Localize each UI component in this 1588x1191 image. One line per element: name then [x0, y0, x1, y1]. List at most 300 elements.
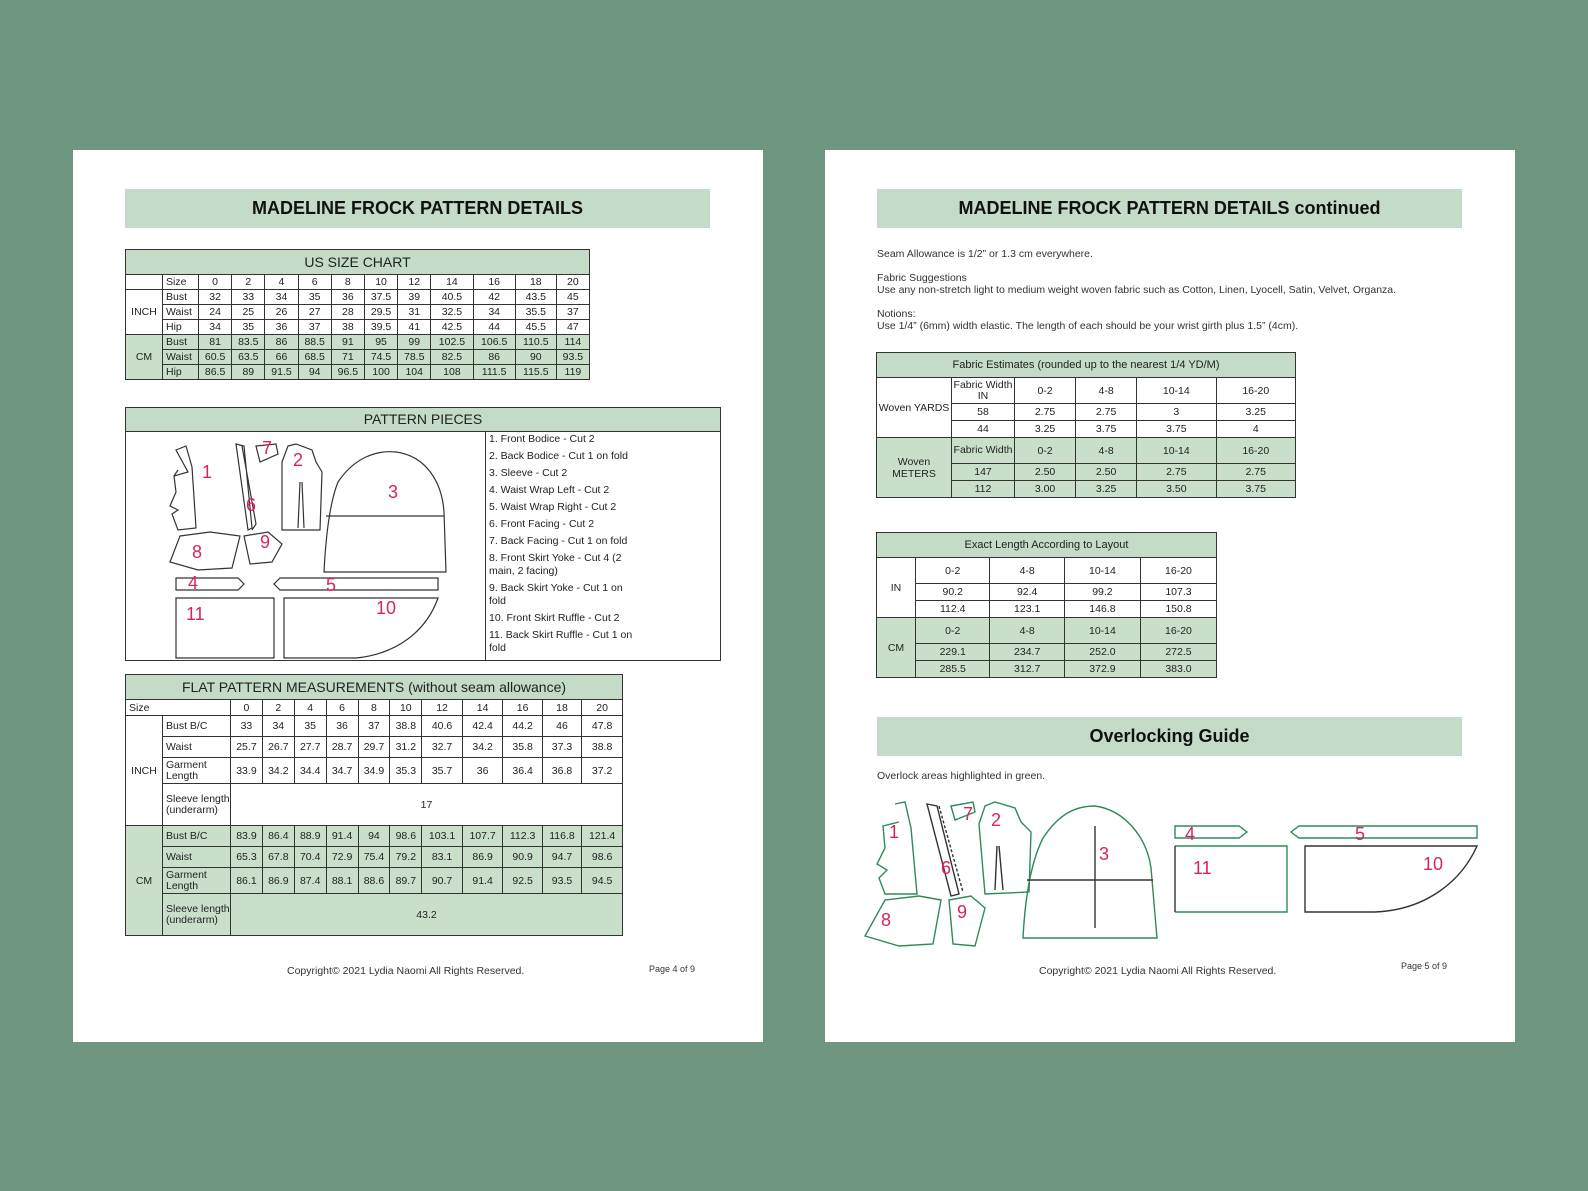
table-cell: 86.1 — [231, 868, 263, 894]
table-cell: 2.75 — [1137, 464, 1216, 481]
table-cell: 34.9 — [358, 758, 390, 784]
table-cell: 36 — [265, 320, 298, 335]
table-cell: 94.5 — [582, 868, 623, 894]
overlock-number: 7 — [963, 804, 974, 824]
ol-wrap-right — [1291, 826, 1477, 838]
table-cell: 27 — [298, 305, 331, 320]
size-header: 18 — [542, 700, 581, 716]
table-cell: 88.5 — [298, 335, 331, 350]
size-header: 8 — [331, 275, 364, 290]
table-cell: 79.2 — [390, 847, 422, 868]
table-cell: 35 — [232, 320, 265, 335]
table-cell: 285.5 — [916, 661, 990, 678]
table-cell: 42.4 — [462, 716, 503, 737]
table-cell: 67.8 — [262, 847, 294, 868]
size-header: 6 — [298, 275, 331, 290]
piece-front-yoke — [170, 532, 240, 570]
size-header: 4-8 — [990, 618, 1064, 644]
fabric-width: 44 — [952, 421, 1015, 438]
table-cell: 28.7 — [326, 737, 358, 758]
table-cell: 87.4 — [294, 868, 326, 894]
table-cell: 37 — [358, 716, 390, 737]
table-cell: 92.4 — [990, 584, 1064, 601]
table-cell: 99 — [398, 335, 431, 350]
table-cell: 75.4 — [358, 847, 390, 868]
pattern-piece-item: 8. Front Skirt Yoke - Cut 4 (2 main, 2 facing) — [489, 552, 622, 577]
table-cell: 68.5 — [298, 350, 331, 365]
piece-waist-wrap-left — [176, 578, 244, 590]
pattern-piece-item: 9. Back Skirt Yoke - Cut 1 on fold — [489, 582, 623, 607]
table-cell: 90.9 — [503, 847, 542, 868]
table-cell: 46 — [542, 716, 581, 737]
unit-label: CM — [126, 826, 163, 936]
table-cell: 3.75 — [1216, 481, 1296, 498]
pattern-piece-item: 3. Sleeve - Cut 2 — [489, 467, 568, 479]
size-header: 2 — [262, 700, 294, 716]
overlock-number: 5 — [1355, 824, 1366, 844]
table-cell: 112.4 — [916, 601, 990, 618]
table-cell: 33 — [232, 290, 265, 305]
size-header: 4-8 — [1076, 438, 1137, 464]
table-cell: 71 — [331, 350, 364, 365]
table-cell: 150.8 — [1140, 601, 1216, 618]
piece-number: 7 — [262, 438, 273, 458]
size-header: 0 — [231, 700, 263, 716]
table-cell: 86.5 — [199, 365, 232, 380]
table-cell: 28 — [331, 305, 364, 320]
table-cell: 36.4 — [503, 758, 542, 784]
table-cell: 83.1 — [422, 847, 463, 868]
notions-heading: Notions: — [877, 308, 916, 320]
table-cell: 34.4 — [294, 758, 326, 784]
table-cell: 25.7 — [231, 737, 263, 758]
page-title: MADELINE FROCK PATTERN DETAILS continued — [877, 189, 1462, 228]
pattern-piece-item: 11. Back Skirt Ruffle - Cut 1 on fold — [489, 629, 633, 654]
table-cell: 26.7 — [262, 737, 294, 758]
table-cell: 116.8 — [542, 826, 581, 847]
table-cell: 32 — [199, 290, 232, 305]
table-cell: 234.7 — [990, 644, 1064, 661]
table-cell: 86 — [265, 335, 298, 350]
size-header: 16 — [473, 275, 515, 290]
row-label: Sleeve length (underarm) — [163, 894, 231, 936]
table-cell: 91.5 — [265, 365, 298, 380]
table-cell: 35.8 — [503, 737, 542, 758]
size-header: 10-14 — [1064, 618, 1140, 644]
table-cell: 44 — [473, 320, 515, 335]
table-cell: 33.9 — [231, 758, 263, 784]
table-cell: 60.5 — [199, 350, 232, 365]
table-cell: 98.6 — [390, 826, 422, 847]
table-cell: 2.75 — [1076, 404, 1137, 421]
size-header: 12 — [422, 700, 463, 716]
table-cell: 112.3 — [503, 826, 542, 847]
table-cell: 37.2 — [582, 758, 623, 784]
fabric-width: 112 — [952, 481, 1015, 498]
size-header: 8 — [358, 700, 390, 716]
table-cell: 98.6 — [582, 847, 623, 868]
flat-pattern-measurements — [125, 674, 623, 936]
table-cell: 63.5 — [232, 350, 265, 365]
table-cell: 36.8 — [542, 758, 581, 784]
table-cell: 94.7 — [542, 847, 581, 868]
width-label: Fabric Width IN — [952, 378, 1015, 404]
table-cell: 26 — [265, 305, 298, 320]
pattern-piece-item: 6. Front Facing - Cut 2 — [489, 518, 595, 530]
table-cell: 102.5 — [431, 335, 473, 350]
table-cell: 3.25 — [1015, 421, 1076, 438]
table-cell: 95 — [364, 335, 397, 350]
piece-number: 9 — [260, 532, 271, 552]
table-cell: 32.5 — [431, 305, 473, 320]
unit-label: INCH — [126, 716, 163, 826]
table-cell: 2.50 — [1076, 464, 1137, 481]
row-label: Bust B/C — [163, 826, 231, 847]
table-cell: 43.5 — [515, 290, 556, 305]
table-cell: 91.4 — [462, 868, 503, 894]
table-cell: 90 — [515, 350, 556, 365]
table-cell: 29.7 — [358, 737, 390, 758]
table-cell: 110.5 — [515, 335, 556, 350]
row-label: Waist — [163, 305, 199, 320]
table-cell: 47 — [556, 320, 589, 335]
row-label: Bust — [163, 335, 199, 350]
pattern-piece-item: 7. Back Facing - Cut 1 on fold — [489, 535, 628, 547]
size-header: 2 — [232, 275, 265, 290]
size-header: 0-2 — [1015, 438, 1076, 464]
overlocking-title: Overlocking Guide — [877, 717, 1462, 756]
unit-label: IN — [877, 558, 916, 618]
pattern-pieces-title: PATTERN PIECES — [126, 408, 720, 432]
table-cell: 3.00 — [1015, 481, 1076, 498]
table-cell: 2.75 — [1015, 404, 1076, 421]
table-cell: 45 — [556, 290, 589, 305]
size-header: 0-2 — [916, 618, 990, 644]
page-5 — [825, 150, 1515, 1042]
table-cell: 24 — [199, 305, 232, 320]
table-cell: 99.2 — [1064, 584, 1140, 601]
row-label: Garment Length — [163, 868, 231, 894]
table-cell: 83.5 — [232, 335, 265, 350]
table-cell: 86.9 — [462, 847, 503, 868]
table-cell: 383.0 — [1140, 661, 1216, 678]
table-cell: 90.7 — [422, 868, 463, 894]
size-header: 14 — [462, 700, 503, 716]
fabric-width: 147 — [952, 464, 1015, 481]
table-cell: 35 — [298, 290, 331, 305]
piece-number: 6 — [246, 495, 257, 515]
page-number: Page 5 of 9 — [1401, 961, 1448, 971]
size-header: 20 — [556, 275, 589, 290]
piece-number: 1 — [202, 462, 213, 482]
ol-sleeve — [1023, 806, 1157, 938]
table-cell: 70.4 — [294, 847, 326, 868]
piece-number: 3 — [388, 482, 399, 502]
size-header: 0 — [199, 275, 232, 290]
table-cell — [126, 275, 163, 290]
table-cell: 114 — [556, 335, 589, 350]
piece-sleeve — [324, 452, 446, 572]
piece-front-bodice — [170, 446, 196, 530]
table-cell: 34 — [265, 290, 298, 305]
size-header: 16-20 — [1216, 378, 1296, 404]
row-label: Hip — [163, 320, 199, 335]
table-cell: 121.4 — [582, 826, 623, 847]
table-cell: 82.5 — [431, 350, 473, 365]
table-cell: 3.25 — [1216, 404, 1296, 421]
table-cell: 42.5 — [431, 320, 473, 335]
size-header: 4-8 — [990, 558, 1064, 584]
fabric-heading: Fabric Suggestions — [877, 272, 967, 284]
table-cell: 372.9 — [1064, 661, 1140, 678]
pattern-piece-item: 10. Front Skirt Ruffle - Cut 2 — [489, 612, 620, 624]
table-cell: 27.7 — [294, 737, 326, 758]
table-cell: 39.5 — [364, 320, 397, 335]
table-cell: 94 — [298, 365, 331, 380]
page-number: Page 4 of 9 — [649, 964, 696, 974]
size-header: 10-14 — [1137, 438, 1216, 464]
size-header: 16-20 — [1140, 558, 1216, 584]
table-cell: 104 — [398, 365, 431, 380]
piece-front-ruffle — [284, 598, 438, 658]
table-cell: 312.7 — [990, 661, 1064, 678]
size-header: 12 — [398, 275, 431, 290]
table-cell: 86 — [473, 350, 515, 365]
size-label: Size — [163, 275, 199, 290]
table-cell: 89 — [232, 365, 265, 380]
piece-number: 10 — [376, 598, 397, 618]
unit-label: INCH — [126, 290, 163, 335]
overlocking-diagram — [855, 798, 1495, 958]
table-cell: 47.8 — [582, 716, 623, 737]
overlock-number: 1 — [889, 822, 900, 842]
table-cell: 111.5 — [473, 365, 515, 380]
overlock-number: 3 — [1099, 844, 1110, 864]
piece-facing — [236, 444, 256, 530]
table-cell: 37 — [298, 320, 331, 335]
table-cell: 38.8 — [390, 716, 422, 737]
table-cell: 37.5 — [364, 290, 397, 305]
notions-text: Use 1/4” (6mm) width elastic. The length of each should be your wrist girth plus 1.5” (4cm). — [877, 320, 1299, 332]
size-header: 10-14 — [1064, 558, 1140, 584]
overlock-number: 2 — [991, 810, 1002, 830]
size-header: 0-2 — [1015, 378, 1076, 404]
table-title: FLAT PATTERN MEASUREMENTS (without seam allowance) — [126, 675, 623, 700]
unit-label: CM — [877, 618, 916, 678]
overlock-text: Overlock areas highlighted in green. — [877, 770, 1046, 782]
table-cell: 89.7 — [390, 868, 422, 894]
row-label: Bust — [163, 290, 199, 305]
table-cell: 96.5 — [331, 365, 364, 380]
size-header: 6 — [326, 700, 358, 716]
table-cell: 66 — [265, 350, 298, 365]
table-cell: 78.5 — [398, 350, 431, 365]
table-cell: 93.5 — [556, 350, 589, 365]
table-cell: 115.5 — [515, 365, 556, 380]
exact-length-table — [876, 532, 1217, 678]
size-header: 10-14 — [1137, 378, 1216, 404]
pattern-pieces-diagram — [126, 432, 484, 660]
table-cell: 88.6 — [358, 868, 390, 894]
table-cell: 37.3 — [542, 737, 581, 758]
table-cell: 42 — [473, 290, 515, 305]
piece-number: 2 — [293, 450, 304, 470]
table-cell: 88.9 — [294, 826, 326, 847]
size-label: Size — [126, 700, 231, 716]
table-cell: 106.5 — [473, 335, 515, 350]
table-cell: 229.1 — [916, 644, 990, 661]
table-cell: 4 — [1216, 421, 1296, 438]
row-label: Garment Length — [163, 758, 231, 784]
table-cell: 100 — [364, 365, 397, 380]
table-cell: 72.9 — [326, 847, 358, 868]
ol-front-bodice — [877, 802, 917, 894]
table-cell: 91.4 — [326, 826, 358, 847]
seam-allowance-text: Seam Allowance is 1/2” or 1.3 cm everywhere. — [877, 248, 1093, 260]
table-cell: 3.75 — [1076, 421, 1137, 438]
size-header: 16 — [503, 700, 542, 716]
table-cell: 93.5 — [542, 868, 581, 894]
pattern-piece-item: 1. Front Bodice - Cut 2 — [489, 433, 595, 445]
piece-number: 8 — [192, 542, 203, 562]
page-4 — [73, 150, 763, 1042]
size-header: 10 — [390, 700, 422, 716]
table-title: Fabric Estimates (rounded up to the nearest 1/4 YD/M) — [877, 353, 1296, 378]
size-header: 10 — [364, 275, 397, 290]
pattern-pieces-list — [489, 433, 637, 659]
row-label: Waist — [163, 350, 199, 365]
table-cell: 65.3 — [231, 847, 263, 868]
table-cell: 38.8 — [582, 737, 623, 758]
table-cell: 34.7 — [326, 758, 358, 784]
table-cell: 34 — [473, 305, 515, 320]
table-cell: 90.2 — [916, 584, 990, 601]
table-cell: 45.5 — [515, 320, 556, 335]
size-header: 4 — [294, 700, 326, 716]
ol-front-yoke — [865, 896, 941, 946]
table-cell: 29.5 — [364, 305, 397, 320]
table-cell: 108 — [431, 365, 473, 380]
pattern-piece-item: 5. Waist Wrap Right - Cut 2 — [489, 501, 617, 513]
ol-sleeve-line — [1027, 826, 1153, 928]
table-cell: 107.3 — [1140, 584, 1216, 601]
ol-back-ruffle — [1175, 846, 1287, 912]
table-cell: 36 — [331, 290, 364, 305]
fabric-width: 58 — [952, 404, 1015, 421]
table-cell: 272.5 — [1140, 644, 1216, 661]
sleeve-value: 43.2 — [231, 894, 623, 936]
pattern-piece-item: 2. Back Bodice - Cut 1 on fold — [489, 450, 628, 462]
table-cell: 3.50 — [1137, 481, 1216, 498]
table-cell: 2.75 — [1216, 464, 1296, 481]
row-label: Bust B/C — [163, 716, 231, 737]
table-cell: 35.7 — [422, 758, 463, 784]
table-cell: 39 — [398, 290, 431, 305]
table-cell: 31 — [398, 305, 431, 320]
ol-back-bodice — [979, 802, 1031, 894]
table-cell: 32.7 — [422, 737, 463, 758]
table-cell: 34 — [262, 716, 294, 737]
table-cell: 81 — [199, 335, 232, 350]
copyright: Copyright© 2021 Lydia Naomi All Rights Reserved. — [287, 965, 525, 977]
size-header: 14 — [431, 275, 473, 290]
table-cell: 34.2 — [262, 758, 294, 784]
overlock-number: 4 — [1185, 824, 1196, 844]
fabric-text: Use any non-stretch light to medium weight woven fabric such as Cotton, Linen, Lyocell, Satin, Velvet, Organza. — [877, 284, 1397, 296]
overlock-number: 9 — [957, 902, 968, 922]
row-label: Waist — [163, 737, 231, 758]
pattern-pieces — [125, 407, 721, 661]
table-cell: 103.1 — [422, 826, 463, 847]
unit-label: CM — [126, 335, 163, 380]
table-cell: 31.2 — [390, 737, 422, 758]
table-cell: 123.1 — [990, 601, 1064, 618]
table-cell: 3.75 — [1137, 421, 1216, 438]
table-cell: 36 — [462, 758, 503, 784]
table-cell: 41 — [398, 320, 431, 335]
table-title: Exact Length According to Layout — [877, 533, 1217, 558]
ol-dart — [995, 846, 1003, 890]
row-label: Hip — [163, 365, 199, 380]
row-label: Waist — [163, 847, 231, 868]
table-cell: 74.5 — [364, 350, 397, 365]
table-cell: 35.3 — [390, 758, 422, 784]
table-cell: 34.2 — [462, 737, 503, 758]
table-cell: 83.9 — [231, 826, 263, 847]
size-header: 4 — [265, 275, 298, 290]
table-cell: 88.1 — [326, 868, 358, 894]
table-cell: 2.50 — [1015, 464, 1076, 481]
table-cell: 252.0 — [1064, 644, 1140, 661]
size-header: 16-20 — [1140, 618, 1216, 644]
table-cell: 94 — [358, 826, 390, 847]
table-cell: 25 — [232, 305, 265, 320]
size-header: 18 — [515, 275, 556, 290]
table-cell: 34 — [199, 320, 232, 335]
table-cell: 86.4 — [262, 826, 294, 847]
table-cell: 86.9 — [262, 868, 294, 894]
ol-front-ruffle — [1305, 846, 1477, 912]
table-cell: 36 — [326, 716, 358, 737]
table-cell: 38 — [331, 320, 364, 335]
row-label: Sleeve length (underarm) — [163, 784, 231, 826]
table-cell: 3.25 — [1076, 481, 1137, 498]
copyright: Copyright© 2021 Lydia Naomi All Rights Reserved. — [1039, 965, 1277, 977]
overlock-number: 11 — [1193, 858, 1212, 878]
overlock-number: 10 — [1423, 854, 1444, 874]
piece-number: 4 — [188, 573, 199, 593]
overlock-number: 8 — [881, 910, 892, 930]
table-title: US SIZE CHART — [126, 250, 590, 275]
size-header: 4-8 — [1076, 378, 1137, 404]
table-cell: 107.7 — [462, 826, 503, 847]
size-header: 16-20 — [1216, 438, 1296, 464]
size-header: 20 — [582, 700, 623, 716]
piece-number: 5 — [326, 575, 337, 595]
table-cell: 119 — [556, 365, 589, 380]
pattern-piece-item: 4. Waist Wrap Left - Cut 2 — [489, 484, 610, 496]
width-label: Fabric Width — [952, 438, 1015, 464]
group-label: Woven METERS — [877, 438, 952, 498]
table-cell: 33 — [231, 716, 263, 737]
piece-waist-wrap-right — [274, 578, 438, 590]
table-cell: 91 — [331, 335, 364, 350]
group-label: Woven YARDS — [877, 378, 952, 438]
piece-number: 11 — [186, 604, 205, 624]
table-cell: 3 — [1137, 404, 1216, 421]
table-cell: 92.5 — [503, 868, 542, 894]
table-cell: 40.5 — [431, 290, 473, 305]
